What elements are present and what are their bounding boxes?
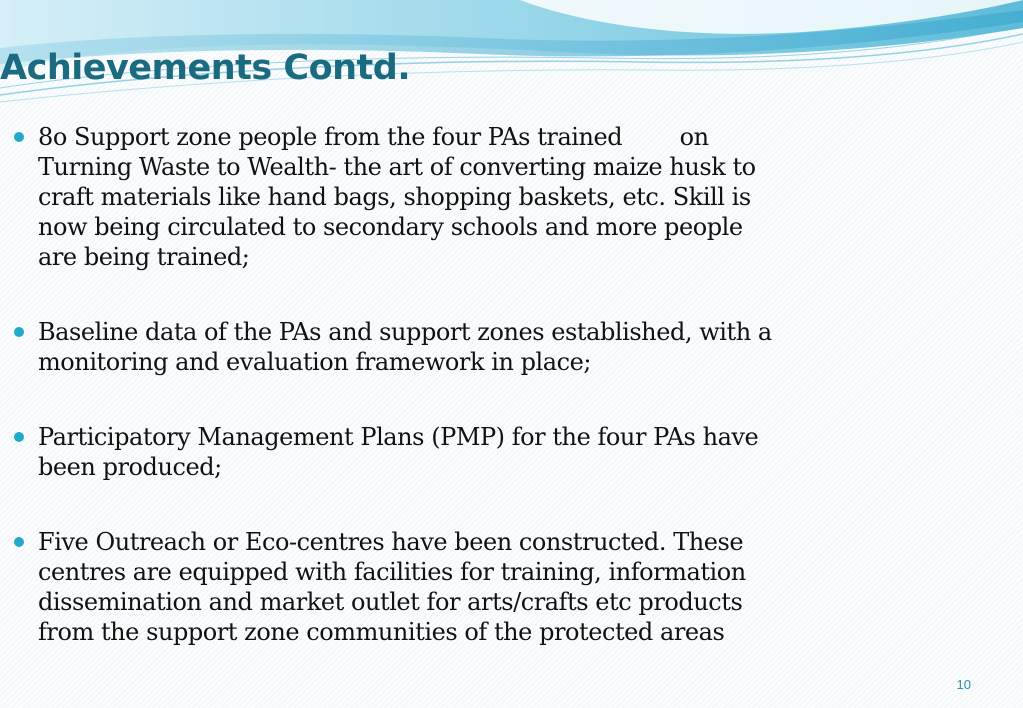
- bullet-text-line: monitoring and evaluation framework in place;: [38, 348, 592, 376]
- bullet-item-management-plans: [14, 422, 894, 482]
- bullet-text-line: centres are equipped with facilities for training, information: [38, 558, 746, 586]
- slide-title: Achievements Contd.: [0, 48, 411, 88]
- bullet-text-line: been produced;: [38, 453, 222, 481]
- bullet-item-eco-centres: [14, 527, 894, 647]
- bullet-item-baseline-data: [14, 317, 894, 377]
- bullet-text-line: 8o Support zone people from the four PAs trained on: [38, 123, 709, 151]
- bullet-text-line: are being trained;: [38, 243, 250, 271]
- bullet-item-support-zone-training: [14, 122, 894, 272]
- bullet-text-line: Baseline data of the PAs and support zones established, with a: [38, 318, 772, 346]
- bullet-dot-icon: [14, 327, 24, 337]
- bullet-text-line: craft materials like hand bags, shopping baskets, etc. Skill is: [38, 183, 751, 211]
- bullet-dot-icon: [14, 432, 24, 442]
- bullet-dot-icon: [14, 537, 24, 547]
- bullet-text-line: from the support zone communities of the protected areas: [38, 618, 725, 646]
- bullet-list: [14, 122, 894, 692]
- bullet-text-line: now being circulated to secondary schools and more people: [38, 213, 743, 241]
- bullet-text-line: dissemination and market outlet for arts/crafts etc products: [38, 588, 743, 616]
- bullet-dot-icon: [14, 132, 24, 142]
- bullet-text-line: Five Outreach or Eco-centres have been constructed. These: [38, 528, 744, 556]
- bullet-text-line: Participatory Management Plans (PMP) for the four PAs have: [38, 423, 759, 451]
- slide-number: 10: [956, 677, 971, 692]
- bullet-text-line: Turning Waste to Wealth- the art of converting maize husk to: [38, 153, 756, 181]
